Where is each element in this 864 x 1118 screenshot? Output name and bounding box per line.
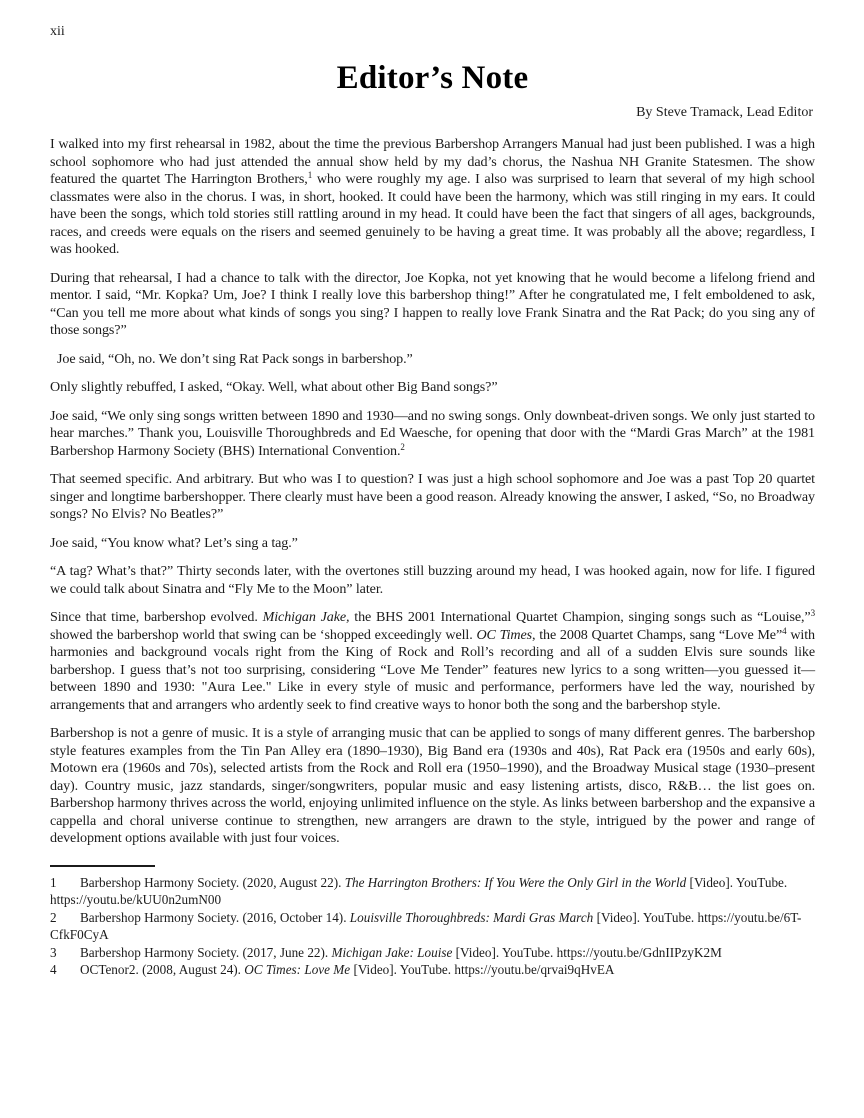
- text-run: showed the barbershop world that swing can be ‘shopped exceedingly well.: [50, 626, 477, 643]
- footnote-section: [50, 865, 815, 980]
- footnote-separator: [50, 865, 155, 867]
- text-run: Joe said, “Oh, no. We don’t sing Rat Pack songs in barbershop.”: [57, 350, 413, 367]
- footnote-number: 3: [50, 944, 57, 960]
- body-paragraph: [50, 609, 815, 714]
- body-paragraph: [50, 379, 815, 397]
- text-run: Barbershop is not a genre of music. It is a style of arranging music that can be applied to songs of many different genres. The barbershop style features examples from the Tin Pan Alley era (1890–1930), Big Band era (1930s and 40s), Rat Pack era (1950s and early 60s), Motown era (1960s and 70s), selected artists from the Rock and Roll era (1950–1990), and the Broadway Musical stage (1930–present day). Country music, jazz standards, singer/songwriters, popular music and easy listening artists, disco, R&B… the list goes on. Barbershop harmony thrives across the world, enjoying unlimited influence on the style. As links between barbershop and the expansive a cappella and choral universe continue to strengthen, new arrangers are drawn to the style, intrigued by the power and range of development options available with just four voices.: [50, 725, 815, 846]
- footnote-ref: 2: [400, 441, 405, 452]
- text-run: Louisville Thoroughbreds: Mardi Gras March: [349, 909, 594, 925]
- text-run: Joe said, “We only sing songs written between 1890 and 1930—and no swing songs. Only downbeat-driven songs. We only just started to hear marches.” Thank you, Louisville Thoroughbreds and Ed Waesche, for opening that door with the “Mardi Gras March” at the 1981 Barbershop Harmony Society (BHS) International Convention.: [50, 407, 815, 459]
- body-paragraph: [50, 535, 815, 553]
- footnote-number: 2: [50, 909, 57, 925]
- text-run: OC Times: [476, 626, 533, 643]
- footnote-list: [50, 874, 815, 980]
- footnote: [50, 909, 815, 944]
- text-run: “A tag? What’s that?” Thirty seconds later, with the overtones still buzzing around my head, I was hooked again, now for life. I figured we could talk about Sinatra and “Fly Me to the Moon” later.: [50, 563, 815, 597]
- text-run: Michigan Jake,: [262, 609, 350, 625]
- footnote-ref: 1: [307, 170, 313, 180]
- text-run: OC Times: Love Me: [244, 962, 351, 978]
- text-run: OCTenor2. (2008, August 24).: [80, 962, 245, 978]
- body-paragraph: [50, 270, 815, 340]
- body-paragraph: [50, 563, 815, 598]
- footnote-number: 4: [50, 962, 57, 978]
- text-run: Barbershop Harmony Society. (2016, October 14).: [80, 909, 350, 925]
- text-run: [Video]. YouTube. https://youtu.be/qrvai9qHvEA: [350, 962, 615, 978]
- footnote: [50, 874, 815, 909]
- footnote-ref: 3: [810, 608, 815, 618]
- text-run: [Video]. YouTube. https://youtu.be/6T-CfkF0CyA: [50, 909, 802, 943]
- page-number: xii: [50, 24, 65, 39]
- byline: By Steve Tramack, Lead Editor: [636, 105, 813, 120]
- text-run: During that rehearsal, I had a chance to talk with the director, Joe Kopka, not yet knowing that he would become a lifelong friend and mentor. I said, “Mr. Kopka? Um, Joe? I think I really love this barbershop thing!” After he congratulated me, I felt emboldened to ask, “Can you tell me more about what kinds of songs you sing? I happen to really love Frank Sinatra and the Rat Pack; do you sing any of those songs?”: [50, 269, 815, 338]
- body-paragraph: [50, 471, 815, 524]
- text-run: the BHS 2001 International Quartet Champion, singing songs such as “Louise,”: [349, 609, 811, 625]
- text-run: [Video]. YouTube. https://youtu.be/GdnIIPzyK2M: [452, 944, 722, 960]
- footnote: [50, 944, 815, 962]
- body-paragraphs: [50, 136, 815, 848]
- text-run: I walked into my first rehearsal in 1982, about the time the previous Barbershop Arrangers Manual had just been published. I was a high school sophomore who had just attended the annual show held by my dad’s chorus, the Nashua NH Granite Statesmen. The show featured the quartet The Harrington Brothers,: [50, 136, 815, 187]
- text-run: Since that time, barbershop evolved.: [50, 609, 263, 625]
- text-run: Michigan Jake: Louise: [331, 944, 453, 960]
- text-run: The Harrington Brothers: If You Were the Only Girl in the World: [344, 874, 687, 890]
- footnote: [50, 961, 815, 979]
- text-run: [Video]. YouTube. https://youtu.be/kUU0n2umN00: [50, 874, 788, 908]
- text-run: who were roughly my age. I also was surprised to learn that several of my high school classmates were also in the chorus. I was, in short, hooked. It could have been the harmony, which was still ringing in my ears. It could have been the songs, which told stories still rattling around in my head. It could have been the fact that singers of all ages, backgrounds, races, and creeds were equals on the risers and seemed genuinely to be having a great time. It was probably all the above; regardless, I was hooked.: [50, 171, 815, 257]
- text-run: , the 2008 Quartet Champs, sang “Love Me”: [532, 626, 783, 643]
- text-run: That seemed specific. And arbitrary. But who was I to question? I was just a high school sophomore and Joe was a past Top 20 quartet singer and longtime barbershopper. There clearly must have been a good reason. Already knowing the answer, I asked, “So, no Broadway songs? No Elvis? No Beatles?”: [50, 471, 815, 522]
- footnote-number: 1: [50, 874, 57, 890]
- text-run: Barbershop Harmony Society. (2020, August 22).: [80, 874, 345, 890]
- body-paragraph: [50, 725, 815, 848]
- body-paragraph: [50, 351, 815, 369]
- text-run: with harmonies and background vocals right from the King of Rock and Roll’s recording and all of a sudden Elvis sure sounds like barbershop. I guess that’s not too surprising, considering “Love Me Tender” features new lyrics to a song written—you guessed it—between 1890 and 1930: "Aura Lee." Like in every style of music and performance, performers have led the way, nourished by arrangements that and arrangers who ardently seek to find creative ways to honor both the song and the barbershop style.: [50, 626, 815, 713]
- text-run: Joe said, “You know what? Let’s sing a tag.”: [50, 534, 298, 551]
- footnote-ref: 4: [782, 625, 787, 636]
- page-title: Editor’s Note: [336, 60, 529, 96]
- body-paragraph: [50, 136, 815, 259]
- text-run: Barbershop Harmony Society. (2017, June 22).: [80, 944, 332, 960]
- body-paragraph: [50, 408, 815, 461]
- text-run: Only slightly rebuffed, I asked, “Okay. Well, what about other Big Band songs?”: [50, 379, 498, 395]
